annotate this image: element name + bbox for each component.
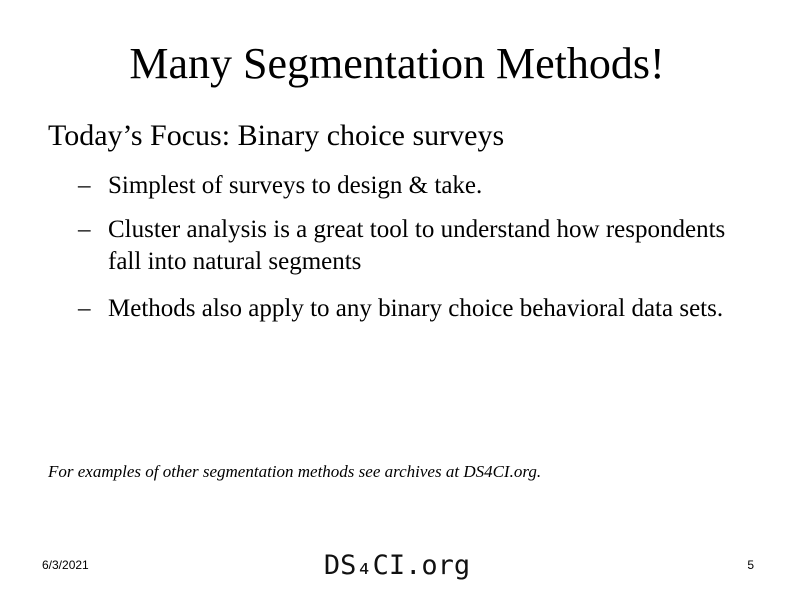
main-point: Today’s Focus: Binary choice surveys [48, 119, 505, 152]
footer-date: 6/3/2021 [42, 558, 89, 572]
footer-brand-logo: DS₄CI.org [323, 550, 471, 581]
bullet-item [78, 293, 758, 325]
bullet-item [78, 214, 758, 278]
bullet-text: Simplest of surveys to design & take. [108, 172, 483, 199]
page-number: 5 [747, 558, 754, 572]
bullet-dash: – [78, 295, 91, 322]
bullet-dash: – [78, 172, 91, 199]
bullet-text: Cluster analysis is a great tool to understand how respondents fall into natural segments [108, 216, 726, 275]
bullet-dash: – [78, 216, 91, 243]
slide-title: Many Segmentation Methods! [129, 39, 665, 88]
footnote: For examples of other segmentation methods see archives at DS4CI.org. [48, 462, 542, 481]
bullet-text: Methods also apply to any binary choice behavioral data sets. [108, 295, 724, 322]
bullet-item [78, 170, 758, 202]
